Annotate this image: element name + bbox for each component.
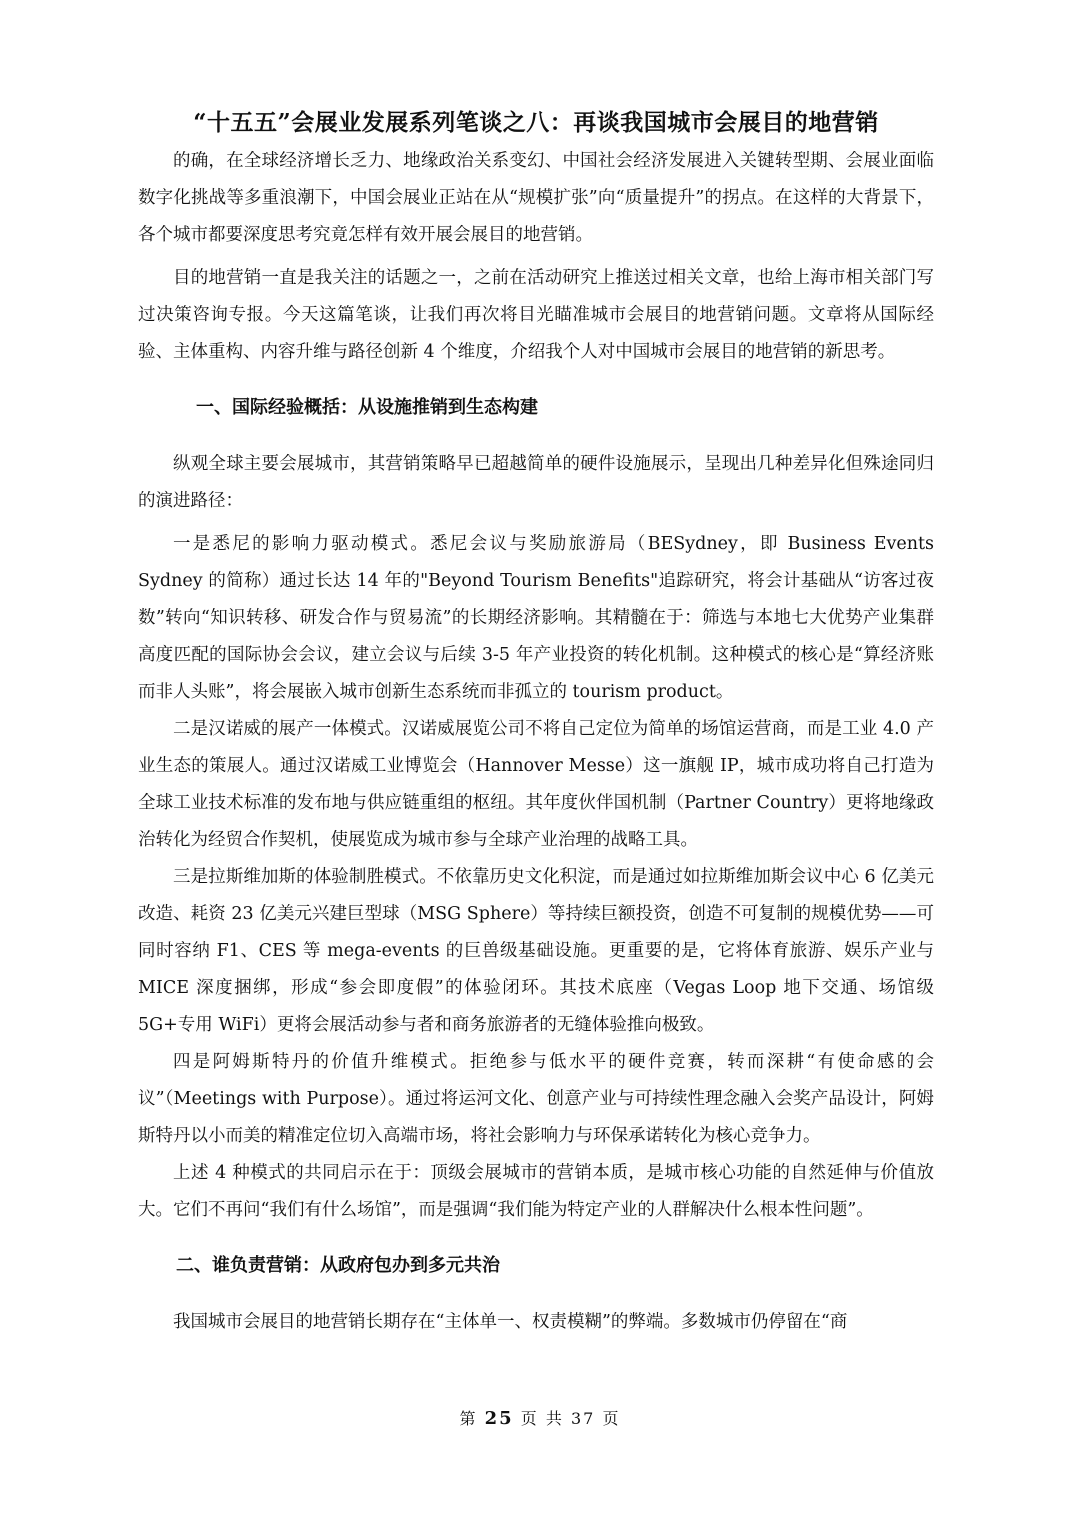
page-content <box>138 106 934 1341</box>
footer-suffix: 页 <box>602 1409 621 1428</box>
section1-paragraph-sydney: 一是悉尼的影响力驱动模式。悉尼会议与奖励旅游局（BESydney，即 Business Events Sydney 的简称）通过长达 14 年的"Beyond Tourism Benefits"追踪研究，将会计基础从“访客过夜数”转向“知识转移、研发合作与贸易流”的长期经济影响。其精髓在于：筛选与本地七大优势产业集群高度匹配的国际协会会议，建立会议与后续 3-5 年产业投资的转化机制。这种模式的核心是“算经济账而非人头账”，将会展嵌入城市创新生态系统而非孤立的 tourism product。 <box>138 534 934 702</box>
footer-middle: 页 共 <box>520 1409 564 1428</box>
current-page-number: 25 <box>484 1408 514 1429</box>
section1-paragraph-las-vegas: 三是拉斯维加斯的体验制胜模式。不依靠历史文化积淀，而是通过如拉斯维加斯会议中心 6 亿美元改造、耗资 23 亿美元兴建巨型球（MSG Sphere）等持续巨额投资，创造不可复制的规模优势——可同时容纳 F1、CES 等 mega-events 的巨兽级基础设施。更重要的是，它将体育旅游、娱乐产业与 MICE 深度捆绑，形成“参会即度假”的体验闭环。其技术底座（Vegas Loop 地下交通、场馆级 5G+专用 WiFi）更将会展活动参与者和商务旅游者的无缝体验推向极致。 <box>138 867 934 1035</box>
section-heading-international-experience: 一、国际经验概括：从设施推销到生态构建 <box>196 397 538 418</box>
intro-paragraph-1: 的确，在全球经济增长乏力、地缘政治关系变幻、中国社会经济发展进入关键转型期、会展业面临数字化挑战等多重浪潮下，中国会展业正站在从“规模扩张”向“质量提升”的拐点。在这样的大背景下，各个城市都要深度思考究竟怎样有效开展会展目的地营销。 <box>138 151 934 245</box>
section-heading-who-markets: 二、谁负责营销：从政府包办到多元共治 <box>176 1255 500 1276</box>
article-title: “十五五”会展业发展系列笔谈之八：再谈我国城市会展目的地营销 <box>193 109 879 136</box>
section1-paragraph-amsterdam: 四是阿姆斯特丹的价值升维模式。拒绝参与低水平的硬件竞赛，转而深耕“有使命感的会议”（Meetings with Purpose）。通过将运河文化、创意产业与可持续性理念融入会奖产品设计，阿姆斯特丹以小而美的精准定位切入高端市场，将社会影响力与环保承诺转化为核心竞争力。 <box>138 1052 934 1146</box>
intro-paragraph-2: 目的地营销一直是我关注的话题之一，之前在活动研究上推送过相关文章，也给上海市相关部门写过决策咨询专报。今天这篇笔谈，让我们再次将目光瞄准城市会展目的地营销问题。文章将从国际经验、主体重构、内容升维与路径创新 4 个维度，介绍我个人对中国城市会展目的地营销的新思考。 <box>138 268 934 362</box>
section1-paragraph-conclusion: 上述 4 种模式的共同启示在于：顶级会展城市的营销本质，是城市核心功能的自然延伸与价值放大。它们不再问“我们有什么场馆”，而是强调“我们能为特定产业的人群解决什么根本性问题”。 <box>138 1163 934 1220</box>
total-page-count: 37 <box>570 1409 596 1428</box>
section1-paragraph-hannover: 二是汉诺威的展产一体模式。汉诺威展览公司不将自己定位为简单的场馆运营商，而是工业 4.0 产业生态的策展人。通过汉诺威工业博览会（Hannover Messe）这一旗舰 IP，城市成功将自己打造为全球工业技术标准的发布地与供应链重组的枢纽。其年度伙伴国机制（Partner Country）更将地缘政治转化为经贸合作契机，使展览成为城市参与全球产业治理的战略工具。 <box>138 719 934 850</box>
section2-paragraph-1: 我国城市会展目的地营销长期存在“主体单一、权责模糊”的弊端。多数城市仍停留在“商 <box>173 1312 848 1332</box>
page-footer <box>0 1407 1080 1431</box>
section1-paragraph-overview: 纵观全球主要会展城市，其营销策略早已超越简单的硬件设施展示，呈现出几种差异化但殊途同归的演进路径： <box>138 454 934 511</box>
footer-prefix: 第 <box>459 1409 478 1428</box>
